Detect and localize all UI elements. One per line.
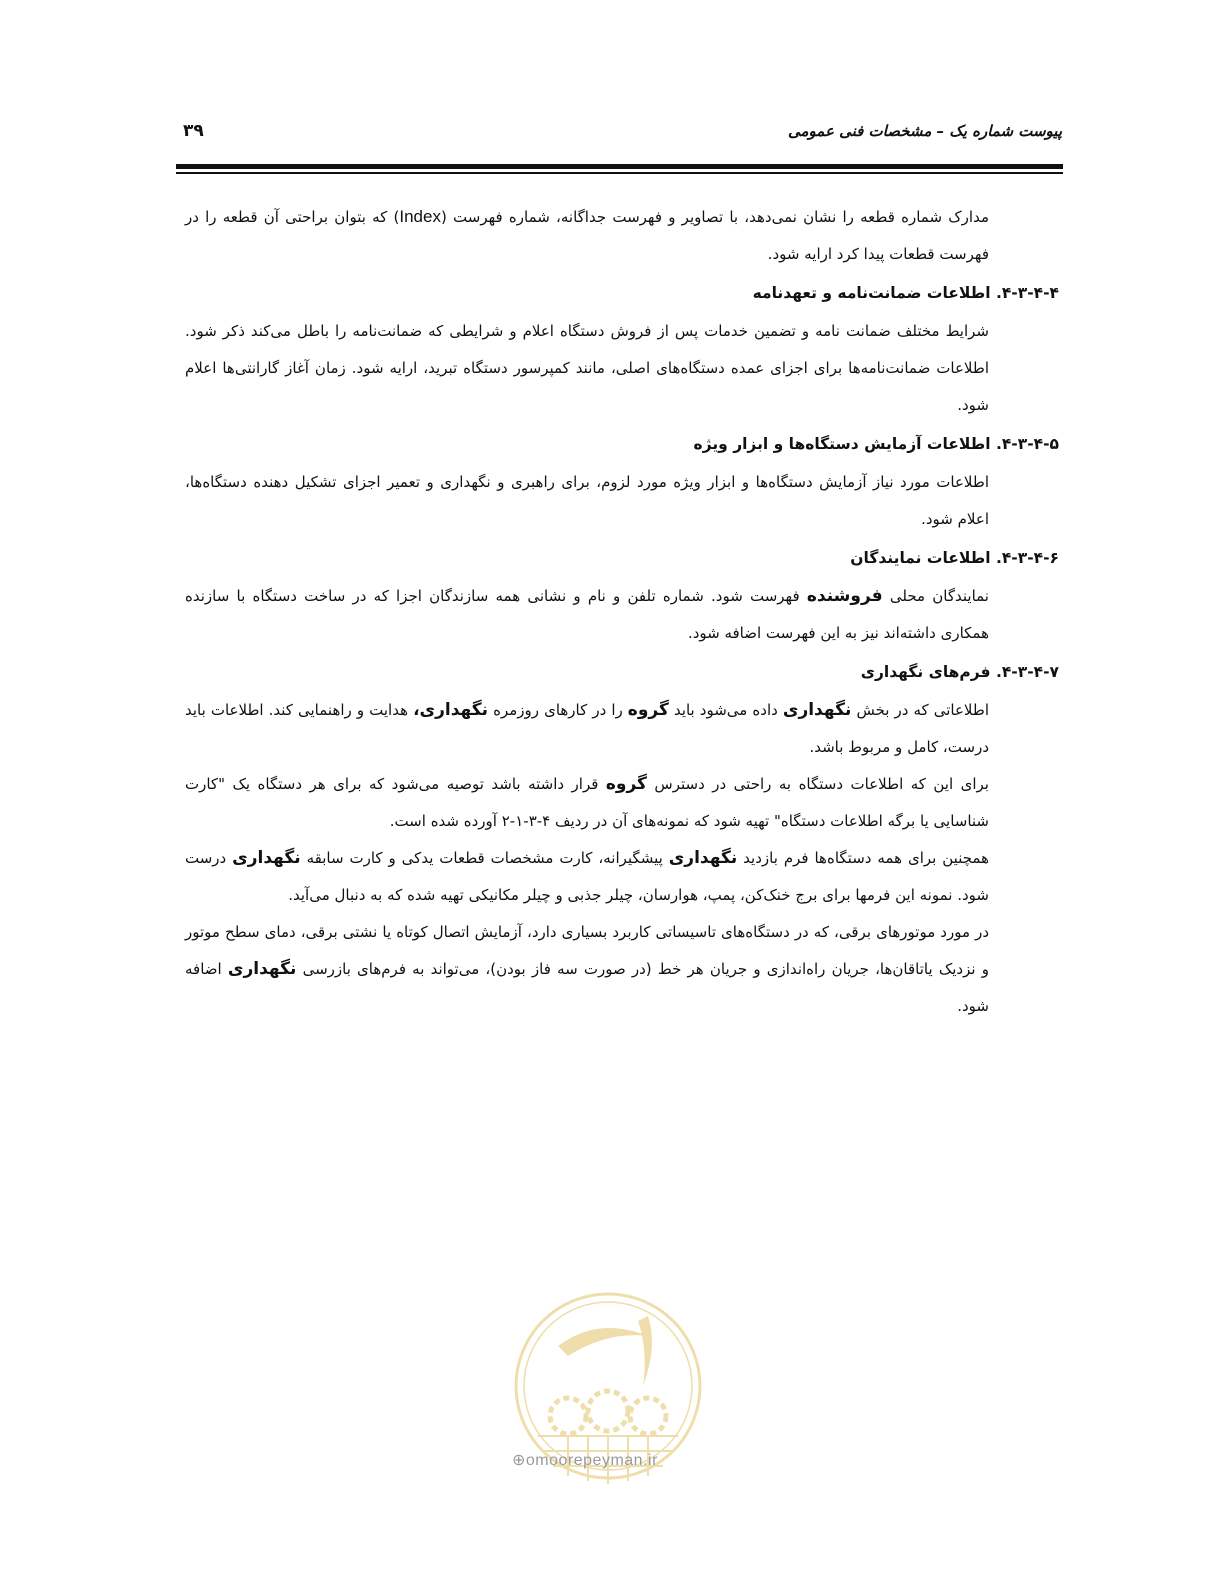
- paragraph-maintenance-4: [185, 914, 989, 1025]
- paragraph-warranty: شرایط مختلف ضمانت نامه و تضمین خدمات پس از فروش دستگاه اعلام و شرایطی که ضمانت‌نامه را باطل می‌کند ذکر شود. اطلاعات ضمانت‌نامه‌ها برای اجزای عمده دستگاه‌های اصلی، مانند کمپرسور دستگاه تبرید، ارایه شود. زمان آغاز گارانتی‌ها اعلام شود.: [185, 322, 989, 414]
- section-heading-warranty: [185, 273, 1059, 313]
- section-number: ۴-۳-۴-۴.: [995, 284, 1059, 302]
- section-title: فرم‌های نگهداری: [860, 663, 991, 681]
- bold-term: نگهداری: [227, 959, 297, 979]
- paragraph-maintenance-2: [185, 766, 989, 840]
- paragraph-testing: اطلاعات مورد نیاز آزمایش دستگاه‌ها و ابزار ویژه مورد لزوم، برای راهبری و نگهداری و تعمیر اجزای تشکیل دهنده دستگاه‌ها، اعلام شود.: [185, 473, 989, 528]
- site-url: [512, 1450, 658, 1470]
- globe-icon: ⊕: [512, 1452, 526, 1469]
- text-run: برای این که اطلاعات دستگاه به راحتی در دسترس: [646, 775, 989, 793]
- header-rule-thick: [176, 164, 1063, 169]
- running-header-title: پیوست شماره یک – مشخصات فنی عمومی: [788, 122, 1062, 140]
- text-run: داده می‌شود باید: [668, 701, 783, 719]
- section-heading-maintenance-forms: [185, 652, 1059, 692]
- section-number: ۴-۳-۴-۵.: [995, 435, 1059, 453]
- text-run: در مورد موتورهای برقی، که در دستگاه‌های تاسیساتی کاربرد بسیاری دارد، آزمایش اتصال کوتاه یا نشتی برقی، دمای سطح موتور و نزدیک یاتاقان‌ها، جریان راه‌اندازی و جریان هر خط (در صورت سه فاز بودن)، می‌تواند به فرم‌های بازرسی: [185, 923, 989, 978]
- text-run: اضافه شود.: [185, 960, 989, 1015]
- text-run: هدایت و راهنمایی کند. اطلاعات باید درست، کامل و مربوط باشد.: [185, 701, 989, 756]
- text-run: مدارک شماره قطعه را نشان نمی‌دهد، با تصاویر و فهرست جداگانه، شماره فهرست (: [440, 208, 989, 226]
- bold-term: فروشنده: [806, 586, 883, 606]
- paragraph-maintenance-1: [185, 692, 989, 766]
- section-heading-representatives: [185, 538, 1059, 578]
- page-number: ۳۹: [183, 121, 204, 141]
- text-run: ) که بتوان براحتی آن قطعه را در فهرست قطعات پیدا کرد ارایه شود.: [185, 208, 989, 263]
- section-title: اطلاعات آزمایش دستگاه‌ها و ابزار ویژه: [693, 435, 991, 453]
- section-heading-testing: [185, 424, 1059, 464]
- bold-term: گروه: [627, 700, 669, 720]
- bold-term: نگهداری: [782, 700, 852, 720]
- text-run: نمایندگان محلی: [882, 587, 989, 605]
- paragraph-representatives: [185, 578, 989, 652]
- text-run: همچنین برای همه دستگاه‌ها فرم بازدید: [737, 849, 989, 867]
- bold-term: نگهداری: [232, 848, 301, 868]
- text-run: قرار داشته باشد توصیه می‌شود که برای هر دستگاه یک "کارت شناسایی یا برگه اطلاعات دستگاه" تهیه شود که نمونه‌های آن در ردیف ۴-۳-۱-۲ آورده شده است.: [185, 775, 989, 830]
- section-number: ۴-۳-۴-۶.: [995, 549, 1059, 567]
- site-url-text: omoorepeyman.ir: [525, 1452, 658, 1469]
- index-term: Index: [399, 207, 441, 226]
- text-run: درست شود. نمونه این فرمها برای برج خنک‌کن، پمپ، هوارسان، چیلر جذبی و چیلر مکانیکی تهیه شده که به دنبال می‌آید.: [185, 849, 989, 904]
- text-run: را در کارهای روزمره: [488, 701, 628, 719]
- paragraph-maintenance-3: [185, 840, 989, 914]
- text-run: پیشگیرانه، کارت مشخصات قطعات یدکی و کارت سابقه: [300, 849, 669, 867]
- bold-term: نگهداری: [668, 848, 738, 868]
- bold-term: گروه: [605, 774, 647, 794]
- body-text: [185, 198, 1059, 1025]
- section-title: اطلاعات نمایندگان: [850, 549, 991, 567]
- header-rule-thin: [176, 172, 1063, 174]
- text-run: اطلاعاتی که در بخش: [851, 701, 989, 719]
- bold-term: نگهداری،: [413, 700, 489, 720]
- paragraph-parts-index: [185, 198, 989, 273]
- section-title: اطلاعات ضمانت‌نامه و تعهدنامه: [752, 284, 991, 302]
- section-number: ۴-۳-۴-۷.: [995, 663, 1059, 681]
- text-run: فهرست شود. شماره تلفن و نام و نشانی همه سازندگان اجزا که در ساخت دستگاه با سازنده همکاری داشته‌اند نیز به این فهرست اضافه شود.: [185, 587, 989, 642]
